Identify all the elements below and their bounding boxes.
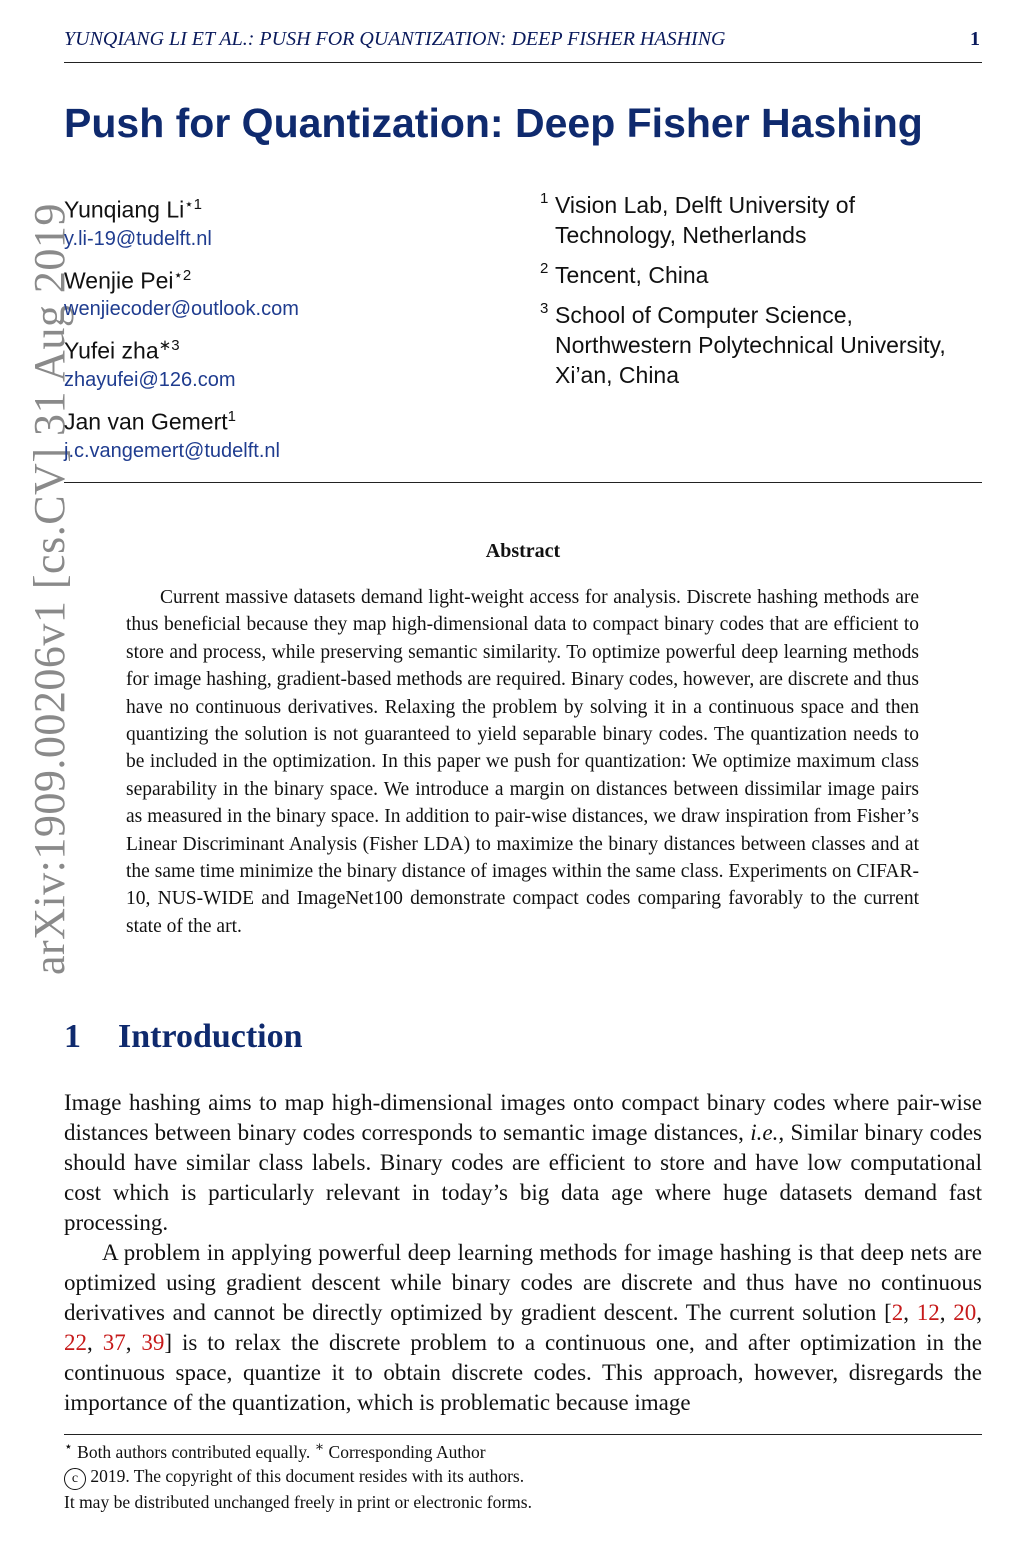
citation-link[interactable]: 20 — [953, 1300, 977, 1325]
abstract-heading: Abstract — [485, 540, 561, 562]
footnote-divider — [64, 1434, 982, 1435]
paragraph-text: A problem in applying powerful deep learning methods for image hashing is that deep nets are optimized using gradient descent while binary codes are discrete and thus have no continuous derivatives and cannot be directly optimized by gradient descent. The current solution [ — [64, 1240, 982, 1325]
section-number: 1 — [64, 1018, 81, 1055]
citation-link[interactable]: 39 — [141, 1330, 165, 1355]
author-mark: ⋆2 — [173, 266, 192, 284]
paragraph-text: ] is to relax the discrete problem to a continuous one, and after optimization in the continuous space, quantize it to obtain discrete codes. This approach, however, disregards the importance of the quantization, which is problematic because image — [64, 1330, 983, 1415]
affiliation-list — [540, 190, 980, 400]
affiliation-number: 2 — [540, 260, 549, 277]
affiliation-number: 1 — [540, 190, 549, 207]
author-mark: 1 — [227, 407, 236, 425]
paragraph: A problem in applying powerful deep learning methods for image hashing is that deep nets are optimized using gradient descent while binary codes are discrete and thus have no continuous derivatives and cannot be directly optimized by gradient descent. The current solution [2, 12, 20, 22, 37, 39] is to relax the discrete problem to a continuous one, and after optimization in the continuous space, quantize it to obtain discrete codes. This approach, however, disregards the importance of the quantization, which is problematic because image — [64, 1240, 983, 1415]
section-title: Introduction — [118, 1018, 303, 1055]
footnotes — [64, 1440, 982, 1514]
citation-link[interactable]: 2 — [891, 1300, 904, 1325]
citation-link[interactable]: 22 — [64, 1330, 87, 1355]
affiliation-item — [540, 260, 980, 290]
author-name: Wenjie Pei — [64, 267, 174, 294]
author-name: Yunqiang Li — [64, 196, 185, 223]
footnote-equal — [64, 1440, 982, 1464]
affiliation-item — [540, 300, 980, 390]
affiliation-item — [540, 190, 980, 250]
paragraph-text: Similar binary codes should have similar class labels. Binary codes are efficient to store and have low computational cost which is particularly relevant in today’s big data age where huge datasets demand fast processing. — [64, 1120, 982, 1235]
author-mark: ∗3 — [158, 337, 180, 355]
author-entry — [64, 190, 504, 253]
author-name: Yufei zha — [64, 337, 159, 364]
footnote-copyright — [64, 1464, 982, 1490]
affiliation-text: Vision Lab, Delft University of Technology, Netherlands — [555, 192, 855, 248]
affiliation-text: School of Computer Science, Northwestern Polytechnical University, Xi’an, China — [555, 302, 946, 388]
author-entry — [64, 331, 504, 394]
author-name: Jan van Gemert — [64, 408, 228, 435]
author-email-link[interactable]: j.c.vangemert@tudelft.nl — [64, 439, 280, 462]
affiliation-text: Tencent, China — [555, 262, 709, 288]
running-header — [64, 26, 982, 63]
footnote-distribution: It may be distributed unchanged freely in print or electronic forms. — [64, 1492, 532, 1512]
citation-link[interactable]: 37 — [102, 1330, 126, 1355]
author-email-link[interactable]: wenjiecoder@outlook.com — [64, 298, 299, 321]
affiliation-number: 3 — [540, 300, 549, 317]
footnote-text: Corresponding Author — [328, 1442, 486, 1462]
paragraph — [64, 1088, 982, 1238]
running-title: YUNQIANG LI ET AL.: PUSH FOR QUANTIZATION: DEEP FISHER HASHING — [64, 28, 726, 50]
citation-link[interactable]: 12 — [916, 1300, 940, 1325]
author-email-link[interactable]: y.li-19@tudelft.nl — [64, 227, 212, 250]
divider — [64, 482, 982, 483]
corresponding-mark: ∗ — [314, 1440, 325, 1456]
author-email-link[interactable]: zhayufei@126.com — [64, 368, 236, 391]
copyright-icon: c — [64, 1468, 86, 1490]
footnote-text: 2019. The copyright of this document resides with its authors. — [90, 1466, 525, 1486]
page-number: 1 — [970, 28, 980, 50]
abstract-text: Current massive datasets demand light-weight access for analysis. Discrete hashing methods are thus beneficial because they map high-dimensional data to compact binary codes that are efficient to store and process, while preserving semantic similarity. To optimize powerful deep learning methods for image hashing, gradient-based methods are required. Binary codes, however, are discrete and thus have no continuous derivatives. Relaxing the problem by solving it in a continuous space and then quantizing the solution is not guaranteed to yield separable binary codes. The quantization needs to be included in the optimization. In this paper we push for quantization: We optimize maximum class separability in the binary space. We introduce a margin on distances between dissimilar image pairs as measured in the binary space. In addition to pair-wise distances, we draw inspiration from Fisher’s Linear Discriminant Analysis (Fisher LDA) to maximize the binary distances between classes and at the same time minimize the binary distance of images within the same class. Experiments on CIFAR-10, NUS-WIDE and ImageNet100 demonstrate compact codes comparing favorably to the current state of the art. — [126, 587, 919, 937]
paper-title: Push for Quantization: Deep Fisher Hashing — [64, 100, 923, 146]
ie-abbrev: i.e., — [750, 1120, 785, 1145]
section-heading — [64, 1018, 303, 1056]
author-entry — [64, 261, 504, 324]
author-list — [64, 190, 504, 473]
author-entry — [64, 402, 504, 465]
introduction-body — [64, 1088, 982, 1418]
footnote-text: Both authors contributed equally. — [77, 1442, 311, 1462]
author-mark: ⋆1 — [184, 196, 202, 213]
arxiv-stamp: arXiv:1909.00206v1 [cs.CV] 31 Aug 2019 — [25, 203, 74, 975]
paragraph-text: Image hashing aims to map high-dimensional images onto compact binary codes where pair-wise distances between binary codes corresponds to semantic image distances, — [64, 1090, 982, 1145]
equal-mark: ⋆ — [64, 1440, 73, 1456]
